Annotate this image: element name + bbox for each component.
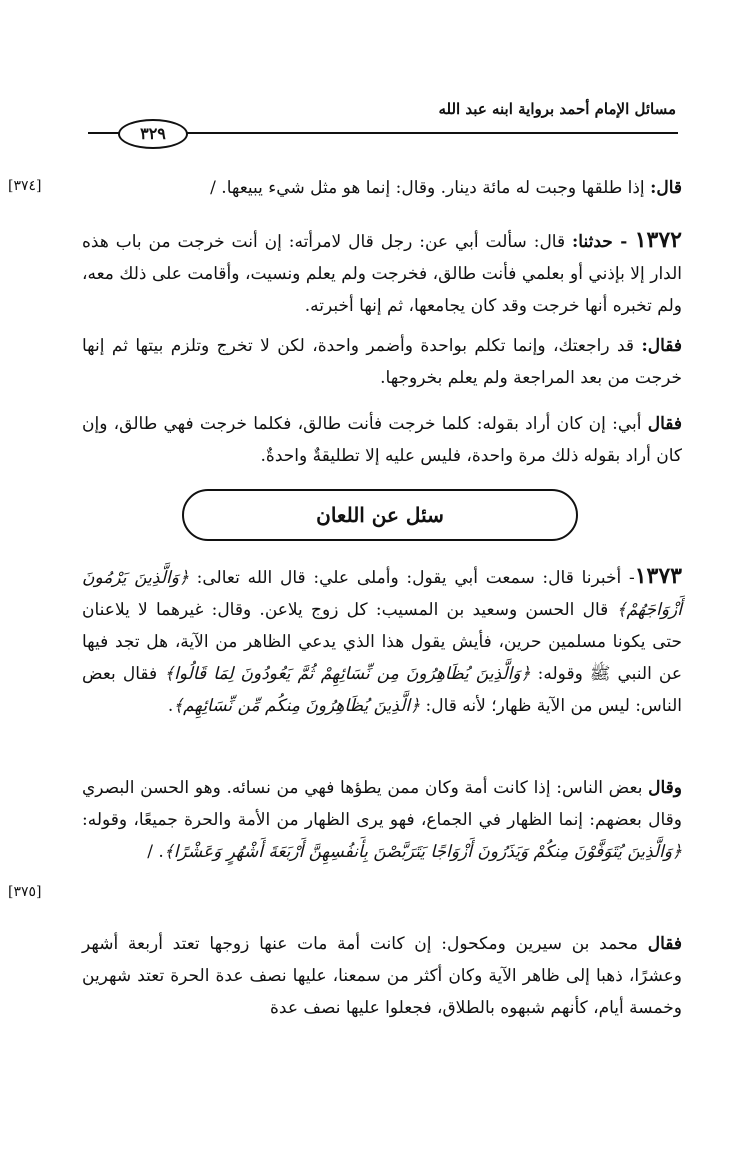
paragraph-text: . / xyxy=(147,842,164,862)
quran-verse: ﴿الَّذِينَ يُظَاهِرُونَ مِنكُم مِّن نِّسَائِهِم﴾ xyxy=(173,696,421,716)
paragraph-text: قال: سألت أبي عن: رجل قال لامرأته: إن أنت خرجت من باب هذه الدار إلا بإذني أو بعلمي فأنت طالق، فخرجت ولم يعلم ونسيت، وأقامت على ذلك معه، ولم تخبره أنها خرجت وقد كان يجامعها، ثم إنها أخبرته. xyxy=(82,232,682,316)
quran-verse: ﴿وَالَّذِينَ يَرْمُونَ أَزْوَاجَهُمْ﴾ xyxy=(82,568,682,620)
paragraph-text: . xyxy=(167,696,174,716)
entry-number: ١٣٧٢ xyxy=(634,227,682,253)
paragraph-1373 xyxy=(82,560,682,722)
paragraph-lead: فقال: xyxy=(641,336,682,356)
quran-verse: ﴿وَالَّذِينَ يُظَاهِرُونَ مِن نِّسَائِهِمْ ثُمَّ يَعُودُونَ لِمَا قَالُوا﴾ xyxy=(164,664,531,684)
entry-number: ١٣٧٣ xyxy=(634,563,682,589)
paragraph-lead: وقال xyxy=(648,778,682,798)
paragraph-text: قال الحسن وسعيد بن المسيب: كل زوج يلاعن. وقال: غيرهما لا يلاعنان حتى يكونا مسلمين حرين، فأيش يقول هذا الذي يدعي الظاهر من الآية، هل تجد فيها عن النبي ﷺ وقوله: xyxy=(82,600,683,684)
paragraph-text: أبي: إن كان أراد بقوله: كلما خرجت فأنت طالق، فكلما خرجت فهي طالق، وإن كان أراد بقوله ذلك مرة واحدة، فليس عليه إلا تطليقةٌ واحدةٌ. xyxy=(82,414,682,466)
paragraph-text: إذا طلقها وجبت له مائة دينار. وقال: إنما هو مثل شيء يبيعها. / xyxy=(210,178,651,198)
margin-ref-374: [٣٧٤] xyxy=(8,178,42,194)
paragraph-4 xyxy=(82,408,682,472)
paragraph-text: محمد بن سيرين ومكحول: إن كانت أمة مات عنها زوجها تعتد أربعة أشهر وعشرًا، ذهبا إلى ظاهر الآية وكان أكثر من سمعنا، عليها نصف عدة الحرة تعتد شهرين وخمسة أيام، كأنهم شبهوه بالطلاق، فجعلوا عليها نصف عدة xyxy=(82,934,682,1018)
paragraph-text: قد راجعتك، وإنما تكلم بواحدة وأضمر واحدة، لكن لا تخرج وتلزم بيتها ثم إنها خرجت من بعد المراجعة ولم يعلم بخروجها. xyxy=(82,336,682,388)
paragraph-lead: - حدثنا: xyxy=(572,232,635,252)
paragraph-3 xyxy=(82,330,682,394)
paragraph-text: فقال بعض الناس: ليس من الآية ظهار؛ لأنه قال: xyxy=(82,664,682,716)
paragraph-1372 xyxy=(82,224,682,322)
paragraph-text: - أخبرنا قال: سمعت أبي يقول: وأملى علي: قال الله تعالى: xyxy=(188,568,635,588)
paragraph-1 xyxy=(82,172,682,204)
running-header: مسائل الإمام أحمد برواية ابنه عبد الله xyxy=(438,100,676,118)
paragraph-lead: فقال xyxy=(647,414,682,434)
paragraph-lead: قال: xyxy=(650,178,682,198)
paragraph-6 xyxy=(82,772,682,868)
paragraph-7 xyxy=(82,928,682,1024)
margin-ref-375: [٣٧٥] xyxy=(8,884,42,900)
paragraph-lead: فقال xyxy=(647,934,682,954)
paragraph-text: بعض الناس: إذا كانت أمة وكان ممن يطؤها فهي من نسائه. وهو الحسن البصري وقال بعضهم: إنما الظهار في الجماع، فهو يرى الظهار من الأمة والحرة جميعًا، وقوله: xyxy=(82,778,682,830)
quran-verse: ﴿وَالَّذِينَ يُتَوَفَّوْنَ مِنكُمْ وَيَذَرُونَ أَزْوَاجًا يَتَرَبَّصْنَ بِأَنفُسِهِنَّ أَرْبَعَةَ أَشْهُرٍ وَعَشْرًا﴾ xyxy=(163,842,682,862)
page-number: ٣٢٩ xyxy=(118,119,188,149)
section-title: سئل عن اللعان xyxy=(182,489,578,541)
